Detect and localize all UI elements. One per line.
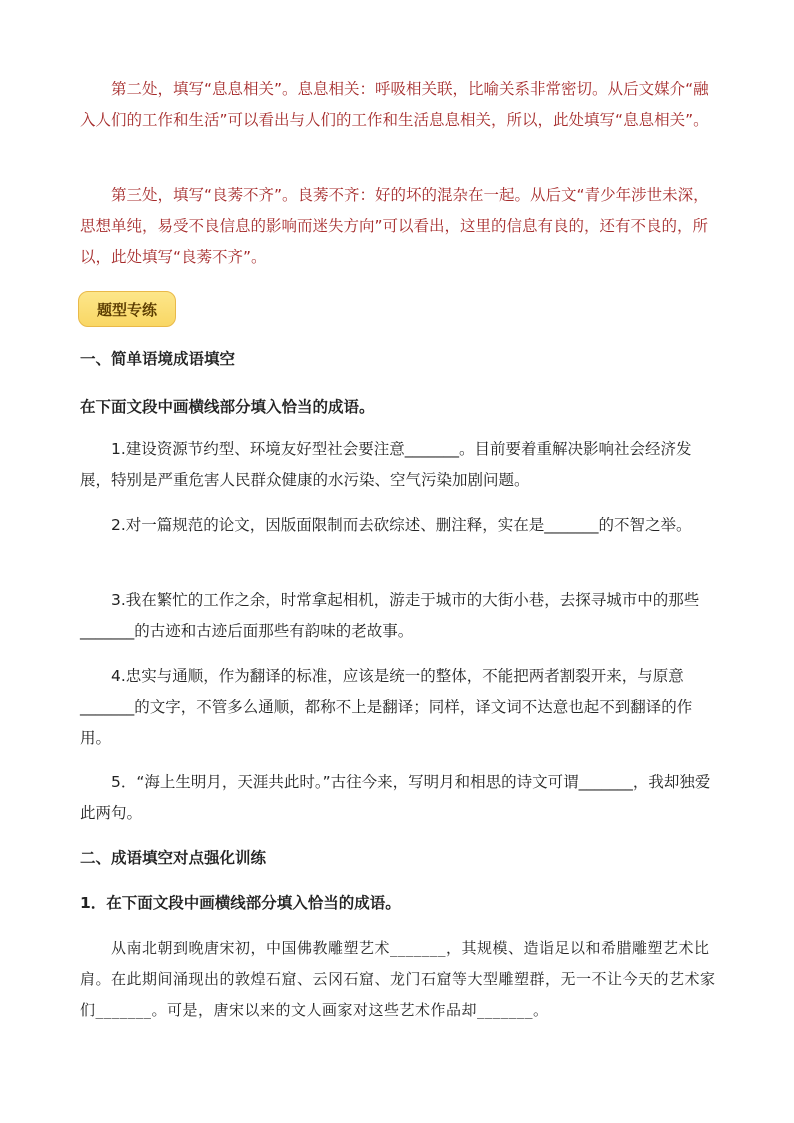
- section2-heading: 二、成语填空对点强化训练: [80, 849, 267, 867]
- section2-passage: 从南北朝到晚唐宋初，中国佛教雕塑艺术_______，其规模、造诣足以和希腊雕塑艺术比肩。在此期间涌现出的敦煌石窟、云冈石窟、龙门石窟等大型雕塑群，无一不让今天的艺术家们_______。可是，唐宋以来的文人画家对这些艺术作品却_______。: [80, 939, 716, 1019]
- answer-paragraph-2: 第二处，填写“息息相关”。息息相关：呼吸相关联，比喻关系非常密切。从后文媒介“融入人们的工作和生活”可以看出与人们的工作和生活息息相关，所以，此处填写“息息相关”。: [80, 80, 709, 129]
- section1-instruction: 在下面文段中画横线部分填入恰当的成语。: [80, 398, 375, 416]
- question-1: 1.建设资源节约型、环境友好型社会要注意_______。目前要着重解决影响社会经济发展，特别是严重危害人民群众健康的水污染、空气污染加剧问题。: [80, 440, 692, 489]
- section2-instruction: 1．在下面文段中画横线部分填入恰当的成语。: [80, 894, 401, 912]
- question-3: 3.我在繁忙的工作之余，时常拿起相机，游走于城市的大街小巷，去探寻城市中的那些_______的古迹和古迹后面那些有韵味的老故事。: [80, 591, 700, 640]
- section-badge: 题型专练: [78, 291, 176, 327]
- section1-heading: 一、简单语境成语填空: [80, 350, 236, 368]
- question-4: 4.忠实与通顺，作为翻译的标准，应该是统一的整体，不能把两者割裂开来，与原意_______的文字，不管多么通顺，都称不上是翻译；同样，译文词不达意也起不到翻译的作用。: [80, 667, 693, 747]
- answer-paragraph-3: 第三处，填写“良莠不齐”。良莠不齐：好的坏的混杂在一起。从后文“青少年涉世未深，思想单纯，易受不良信息的影响而迷失方向”可以看出，这里的信息有良的，还有不良的，所以，此处填写“良莠不齐”。: [80, 186, 709, 266]
- question-5: 5．“海上生明月，天涯共此时。”古往今来，写明月和相思的诗文可谓_______，我却独爱此两句。: [80, 773, 711, 822]
- question-2: 2.对一篇规范的论文，因版面限制而去砍综述、删注释，实在是_______的不智之举。: [111, 516, 692, 534]
